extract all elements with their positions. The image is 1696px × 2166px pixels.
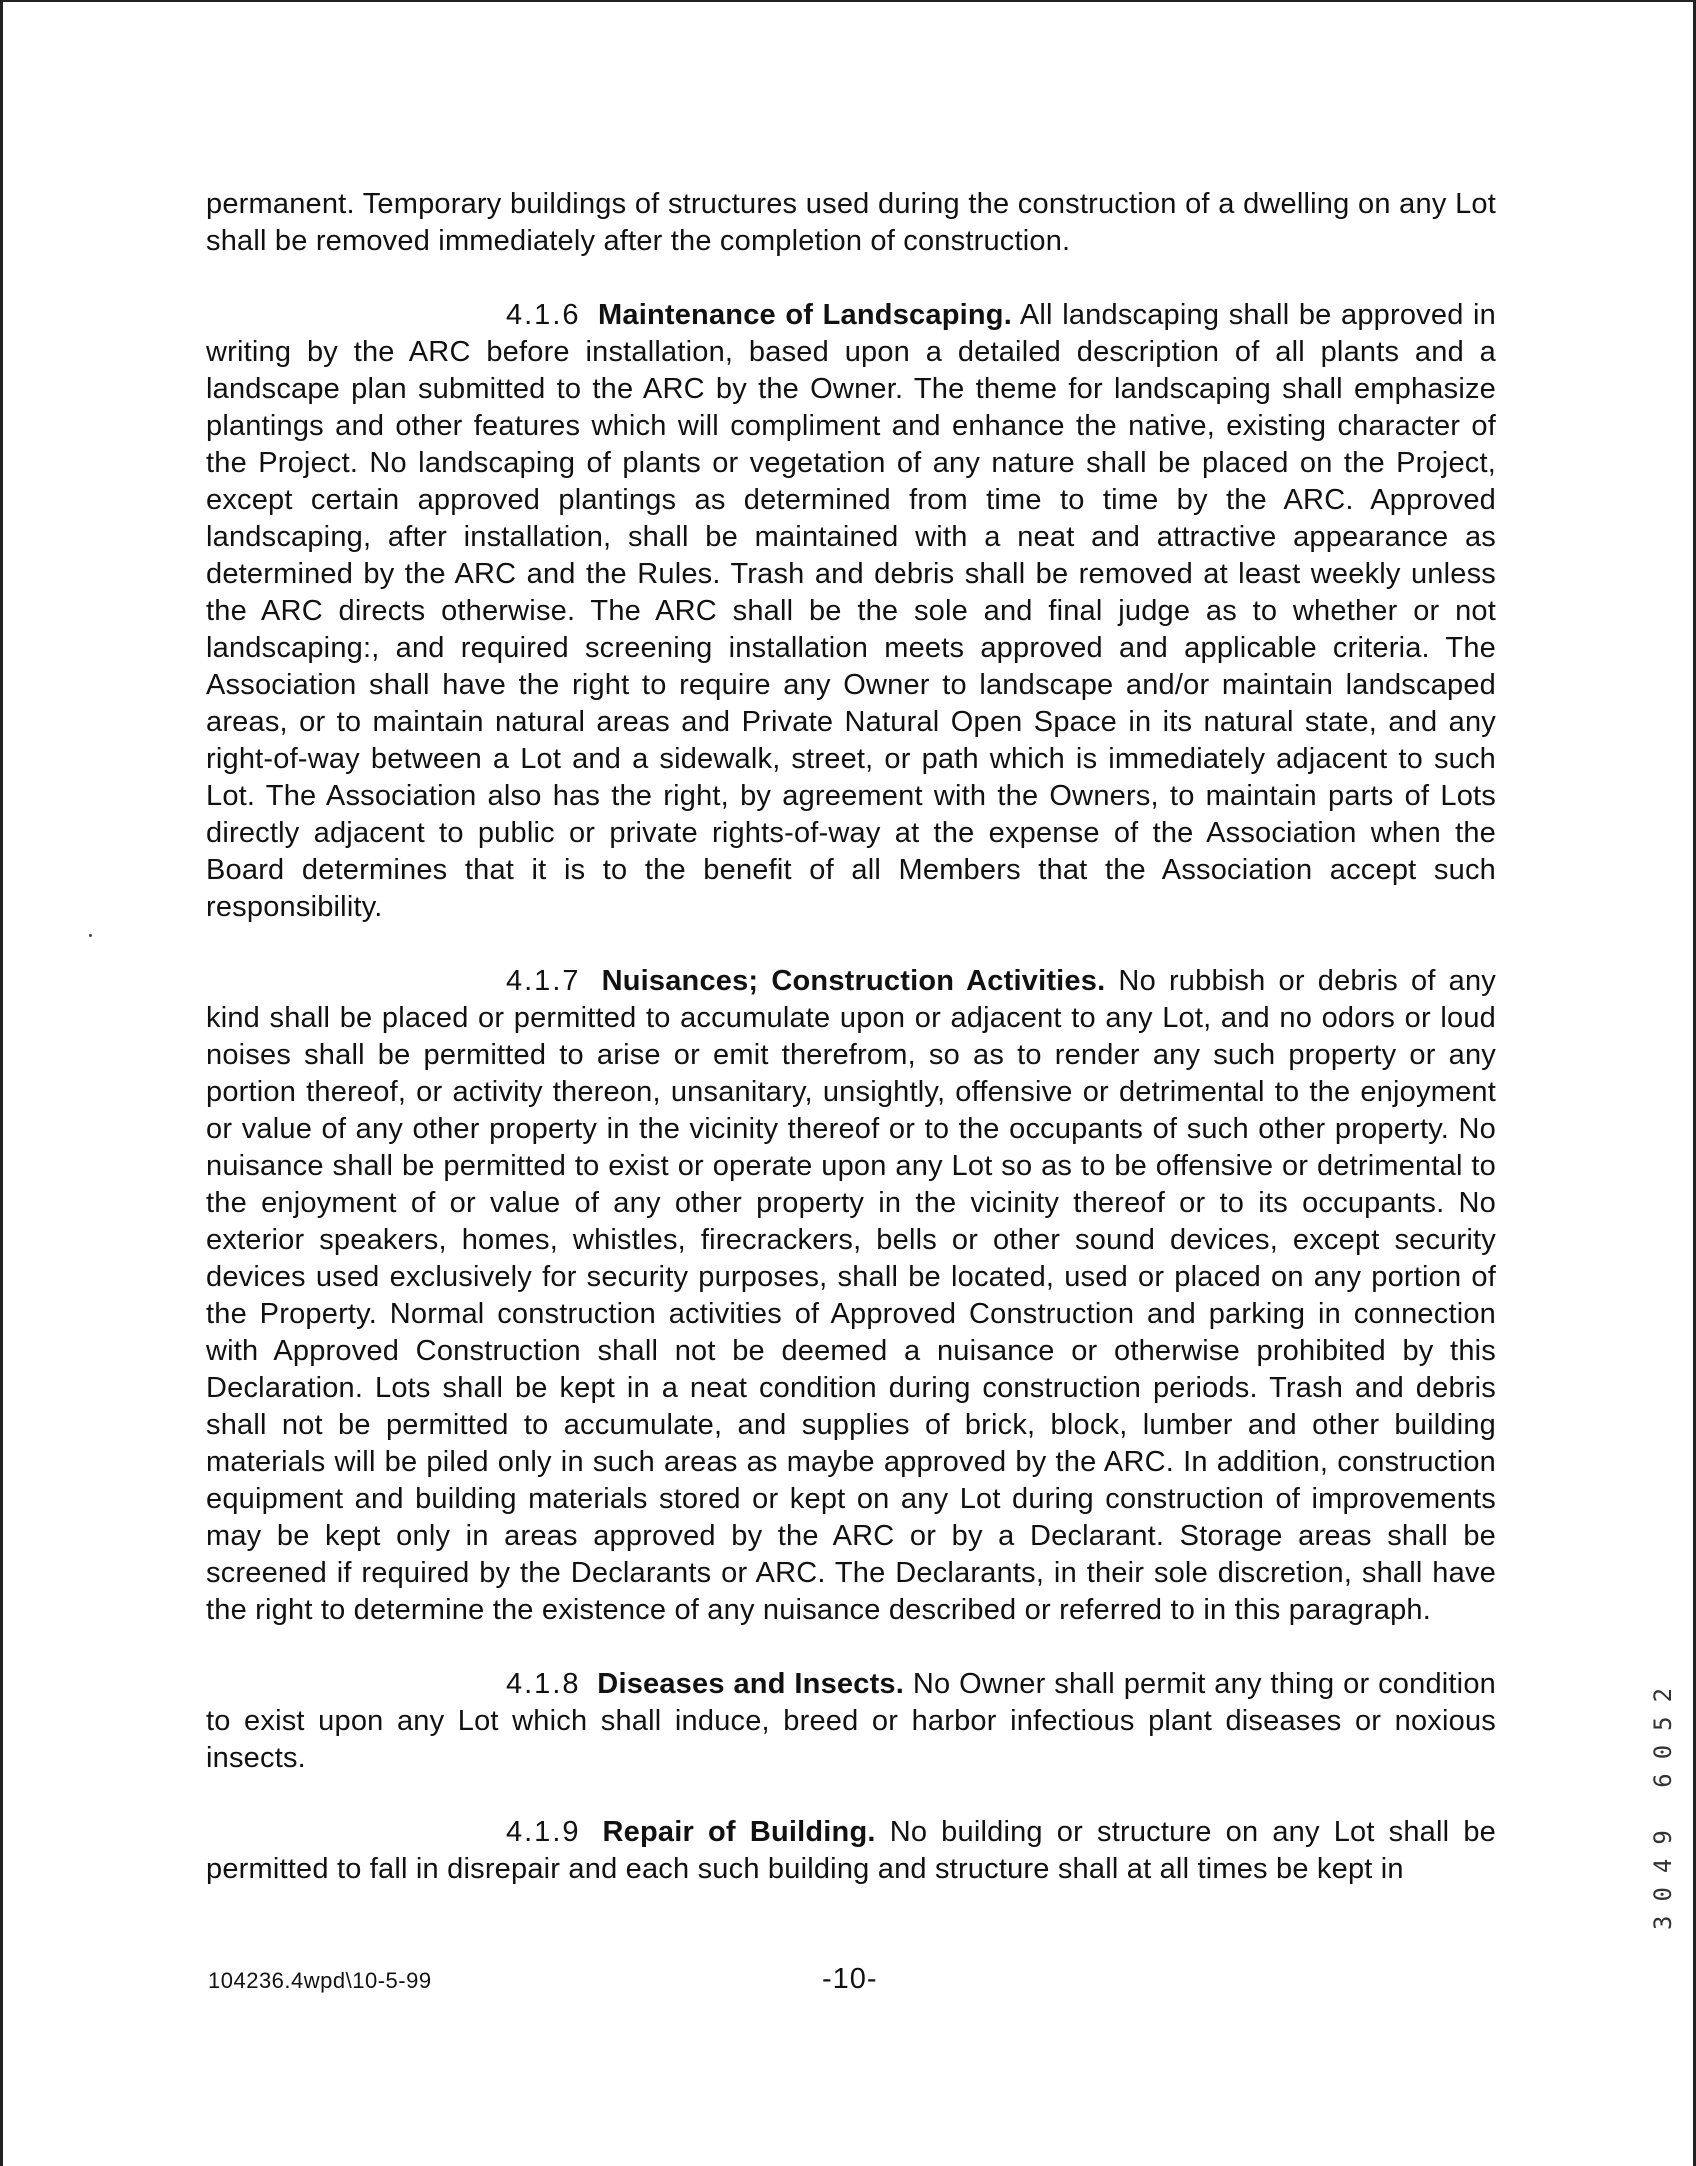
section-number: 4.1.6 — [506, 299, 581, 331]
section-text: No building or structure on any Lot shall be permitted to fall in disrepair and each such building and structure shall at all times be kept in — [206, 1816, 1496, 1885]
scan-speck — [89, 934, 92, 937]
page-edge-left — [0, 0, 3, 2166]
footer-doc-reference: 104236.4wpd\10-5-99 — [208, 1968, 432, 1993]
section-text: All landscaping shall be approved in writing by the ARC before installation, based upon a detailed description of all plants and a landscape plan submitted to the ARC by the Owner. The theme for landscaping shall emphasize plantings and other features which will compliment and enhance the native, existing character of the Project. No landscaping of plants or vegetation of any nature shall be placed on the Project, except certain approved plantings as determined from time to time by the ARC. Approved landscaping, after installation, shall be maintained with a neat and attractive appearance as determined by the ARC and the Rules. Trash and debris shall be removed at least weekly unless the ARC directs otherwise. The ARC shall be the sole and final judge as to whether or not landscaping:, and required screening installation meets approved and applicable criteria. The Association shall have the right to require any Owner to landscape and/or maintain landscaped areas, or to maintain natural areas and Private Natural Open Space in its natural state, and any right-of-way between a Lot and a sidewalk, street, or path which is immediately adjacent to such Lot. The Association also has the right, by agreement with the Owners, to maintain parts of Lots directly adjacent to public or private rights-of-way at the expense of the Association when the Board determines that it is to the benefit of all Members that the Association accept such responsibility. — [206, 299, 1496, 923]
page-edge-top — [0, 0, 1696, 2]
section-heading: Maintenance of Landscaping. — [598, 299, 1012, 331]
section-number: 4.1.8 — [506, 1668, 581, 1700]
section-text: No Owner shall permit any thing or condition to exist upon any Lot which shall induce, breed or harbor infectious plant diseases or noxious insects. — [206, 1668, 1496, 1774]
section-4-1-8 — [206, 1666, 1496, 1777]
section-heading: Nuisances; Construction Activities. — [601, 965, 1106, 997]
footer-page-number: -10- — [822, 1963, 878, 1995]
section-number: 4.1.9 — [506, 1816, 581, 1848]
section-text: No rubbish or debris of any kind shall be placed or permitted to accumulate upon or adjacent to any Lot, and no odors or loud noises shall be permitted to arise or emit therefrom, so as to render any such property or any portion thereof, or activity thereon, unsanitary, unsightly, offensive or detrimental to the enjoyment or value of any other property in the vicinity thereof or to the occupants of such other property. No nuisance shall be permitted to exist or operate upon any Lot so as to be offensive or detrimental to the enjoyment of or value of any other property in the vicinity thereof or to its occupants. No exterior speakers, homes, whistles, firecrackers, bells or other sound devices, except security devices used exclusively for security purposes, shall be located, used or placed on any portion of the Property. Normal construction activities of Approved Construction and parking in connection with Approved Construction shall not be deemed a nuisance or otherwise prohibited by this Declaration. Lots shall be kept in a neat condition during construction periods. Trash and debris shall not be permitted to accumulate, and supplies of brick, block, lumber and other building materials will be piled only in such areas as maybe approved by the ARC. In addition, construction equipment and building materials stored or kept on any Lot during construction of improvements may be kept only in areas approved by the ARC or by a Declarant. Storage areas shall be screened if required by the Declarants or ARC. The Declarants, in their sole discretion, shall have the right to determine the existence of any nuisance described or referred to in this paragraph. — [206, 965, 1496, 1626]
section-heading: Diseases and Insects. — [597, 1668, 905, 1700]
paragraph-continuation — [206, 186, 1496, 260]
stamp-text: 3049 6052 — [1649, 1673, 1677, 1930]
paragraph-text: permanent. Temporary buildings of structures used during the construction of a dwelling on any Lot shall be removed immediately after the completion of construction. — [206, 188, 1496, 257]
section-4-1-9 — [206, 1814, 1496, 1888]
document-body — [206, 186, 1496, 1888]
side-recording-stamp — [1648, 1570, 1678, 1930]
section-4-1-6 — [206, 297, 1496, 926]
section-heading: Repair of Building. — [602, 1816, 876, 1848]
section-4-1-7 — [206, 963, 1496, 1629]
section-number: 4.1.7 — [506, 965, 581, 997]
